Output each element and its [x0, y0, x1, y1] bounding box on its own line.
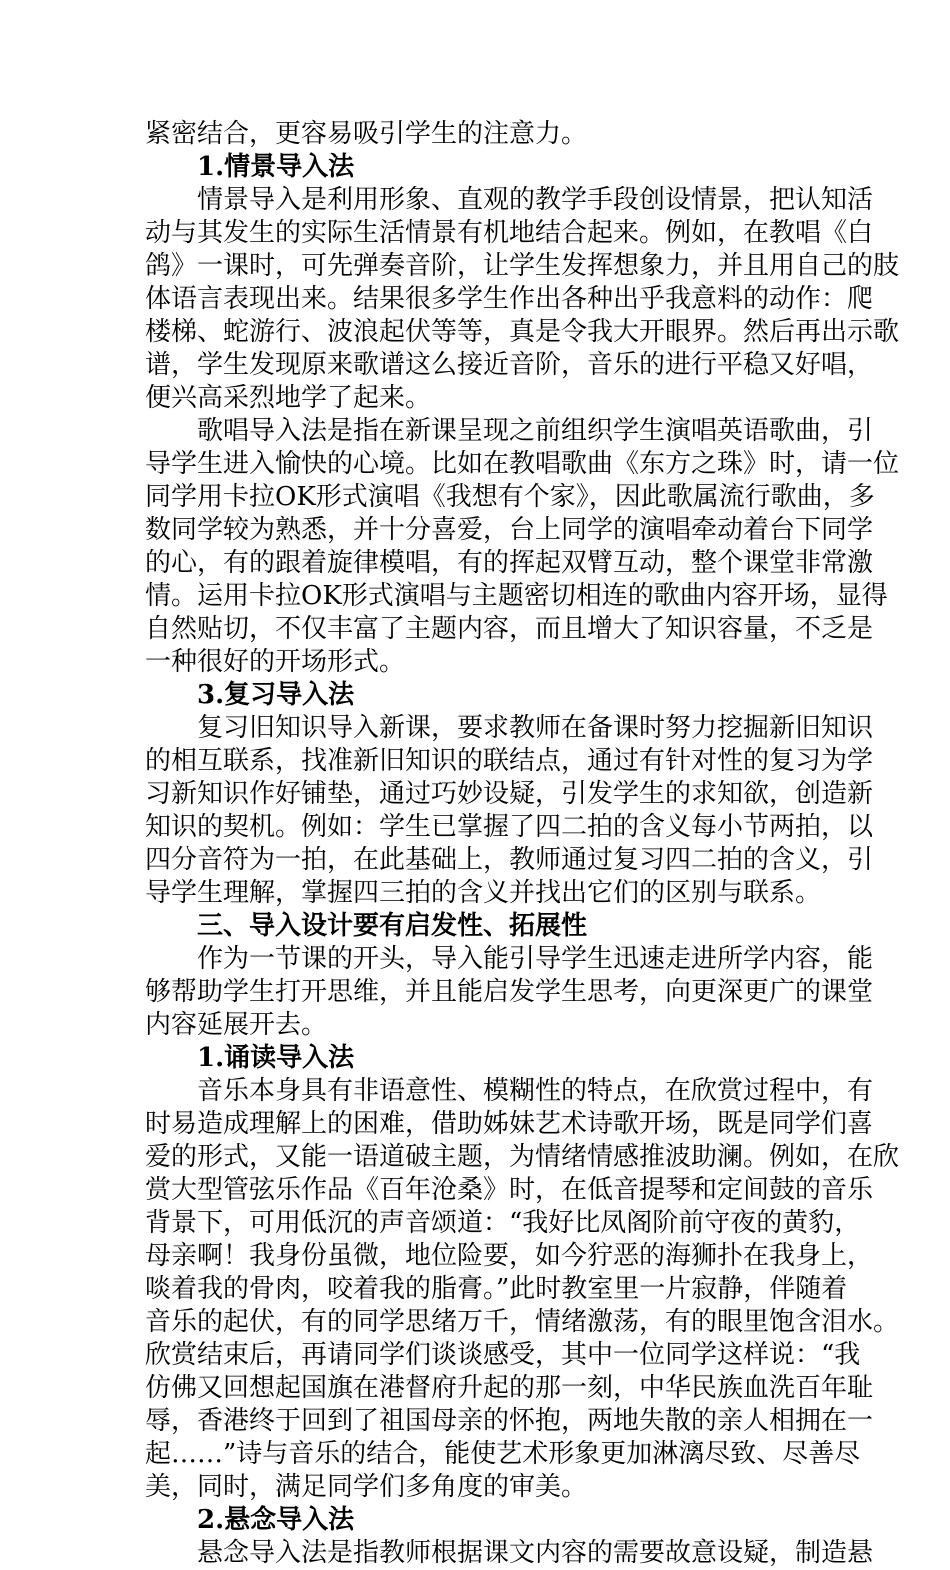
paragraph-last-line: 紧密结合，更容易吸引学生的注意力。 — [145, 119, 588, 149]
paragraph-line: 谱，学生发现原来歌谱这么接近音阶，音乐的进行平稳又好唱， — [145, 350, 874, 380]
document-body — [145, 118, 900, 1570]
paragraph-line: 啖着我的骨肉，咬着我的脂膏。”此时教室里一片寂静，伴随着 — [145, 1274, 848, 1304]
paragraph-line: 导学生进入愉快的心境。比如在教唱歌曲《东方之珠》时，请一位 — [145, 449, 900, 479]
paragraph-line: 知识的契机。例如：学生已掌握了四二拍的含义每小节两拍，以 — [145, 812, 874, 842]
paragraph-line: 背景下，可用低沉的声音颂道：“我好比凤阁阶前守夜的黄豹， — [145, 1208, 861, 1238]
section-heading: 3.复习导入法 — [197, 680, 355, 710]
paragraph-first-line: 音乐本身具有非语意性、模糊性的特点，在欣赏过程中，有 — [197, 1076, 874, 1106]
paragraph-first-line: 情景导入是利用形象、直观的教学手段创设情景，把认知活 — [197, 185, 874, 215]
paragraph-line: 的心，有的跟着旋律模唱，有的挥起双臂互动，整个课堂非常激 — [145, 548, 874, 578]
section-heading: 1.情景导入法 — [197, 152, 355, 182]
paragraph-line: 时易造成理解上的困难，借助姊妹艺术诗歌开场，既是同学们喜 — [145, 1109, 874, 1139]
paragraph-first-line: 歌唱导入法是指在新课呈现之前组织学生演唱英语歌曲，引 — [197, 416, 874, 446]
paragraph-line: 自然贴切，不仅丰富了主题内容，而且增大了知识容量，不乏是 — [145, 614, 874, 644]
paragraph-line: 音乐的起伏，有的同学思绪万千，情绪激荡，有的眼里饱含泪水。 — [145, 1307, 900, 1337]
paragraph-line: 够帮助学生打开思维，并且能启发学生思考，向更深更广的课堂 — [145, 977, 874, 1007]
paragraph-line: 的相互联系，找准新旧知识的联结点，通过有针对性的复习为学 — [145, 746, 874, 776]
paragraph-line: 数同学较为熟悉，并十分喜爱，台上同学的演唱牵动着台下同学 — [145, 515, 874, 545]
paragraph-line: 爱的形式，又能一语道破主题，为情绪情感推波助澜。例如，在欣 — [145, 1142, 900, 1172]
paragraph-line: 习新知识作好铺垫，通过巧妙设疑，引发学生的求知欲，创造新 — [145, 779, 874, 809]
paragraph-last-line: 导学生理解，掌握四三拍的含义并找出它们的区别与联系。 — [145, 878, 822, 908]
paragraph-line: 母亲啊！我身份虽微，地位险要，如今狞恶的海狮扑在我身上， — [145, 1241, 874, 1271]
paragraph-line: 四分音符为一拍，在此基础上，教师通过复习四二拍的含义，引 — [145, 845, 874, 875]
paragraph-first-line: 复习旧知识导入新课，要求教师在备课时努力挖掘新旧知识 — [197, 713, 874, 743]
paragraph-line: 辱，香港终于回到了祖国母亲的怀抱，两地失散的亲人相拥在一 — [145, 1406, 874, 1436]
paragraph-last-line: 美，同时，满足同学们多角度的审美。 — [145, 1472, 588, 1502]
paragraph-line: 赏大型管弦乐作品《百年沧桑》时，在低音提琴和定间鼓的音乐 — [145, 1175, 874, 1205]
paragraph-last-line: 内容延展开去。 — [145, 1010, 328, 1040]
paragraph-line: 欣赏结束后，再请同学们谈谈感受，其中一位同学这样说：“我 — [145, 1340, 861, 1370]
paragraph-line: 动与其发生的实际生活情景有机地结合起来。例如，在教唱《白 — [145, 218, 874, 248]
paragraph-line: 仿佛又回想起国旗在港督府升起的那一刻，中华民族血洗百年耻 — [145, 1373, 874, 1403]
paragraph-line: 体语言表现出来。结果很多学生作出各种出乎我意料的动作：爬 — [145, 284, 874, 314]
paragraph-line: 鸽》一课时，可先弹奏音阶，让学生发挥想象力，并且用自己的肢 — [145, 251, 900, 281]
paragraph-last-line: 便兴高采烈地学了起来。 — [145, 383, 432, 413]
paragraph-line: 楼梯、蛇游行、波浪起伏等等，真是令我大开眼界。然后再出示歌 — [145, 317, 900, 347]
paragraph-line: 情。运用卡拉OK形式演唱与主题密切相连的歌曲内容开场，显得 — [145, 581, 888, 611]
section-heading: 1.诵读导入法 — [197, 1043, 355, 1073]
section-heading: 2.悬念导入法 — [197, 1505, 355, 1535]
paragraph-first-line: 悬念导入法是指教师根据课文内容的需要故意设疑，制造悬 — [197, 1538, 874, 1568]
paragraph-line: 起……”诗与音乐的结合，能使艺术形象更加淋漓尽致、尽善尽 — [145, 1439, 861, 1469]
paragraph-line: 同学用卡拉OK形式演唱《我想有个家》，因此歌属流行歌曲，多 — [145, 482, 875, 512]
paragraph-first-line: 作为一节课的开头，导入能引导学生迅速走进所学内容，能 — [197, 944, 874, 974]
section-heading: 三、导入设计要有启发性、拓展性 — [197, 911, 588, 941]
paragraph-last-line: 一种很好的开场形式。 — [145, 647, 406, 677]
